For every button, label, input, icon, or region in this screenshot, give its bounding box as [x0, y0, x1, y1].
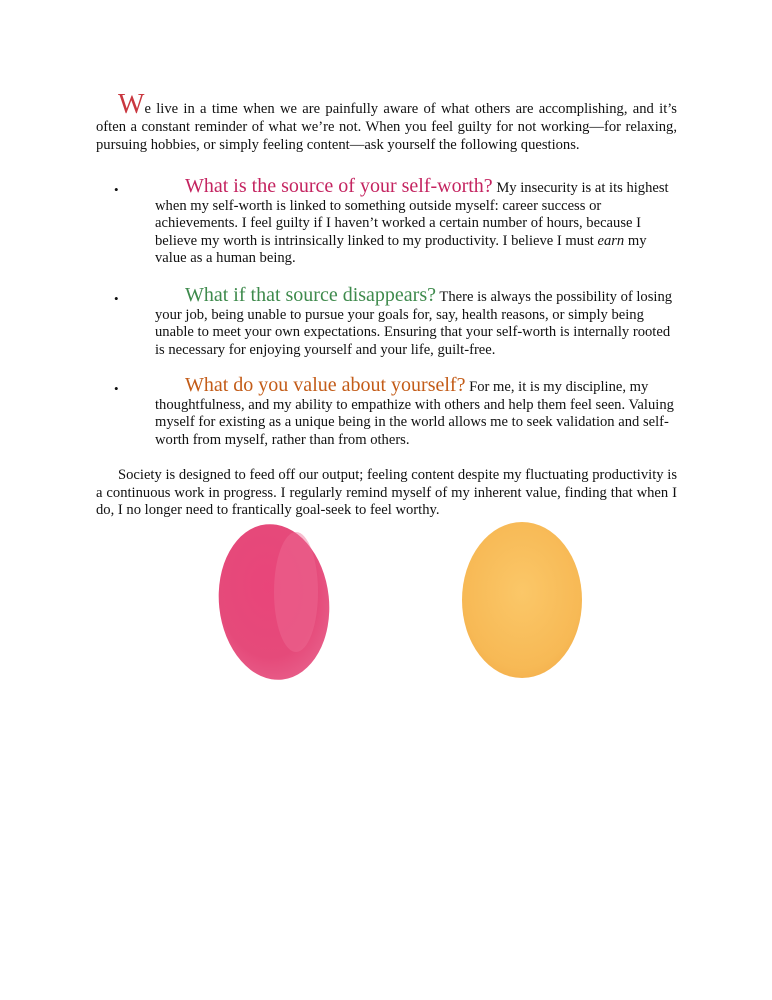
question-lead: [155, 374, 466, 396]
question-body: For me, it is my discipline, my thoughtfulness, and my ability to empathize with others and help them feel seen. Valuing myself for existing as a unique being in the world allows me to seek validation and self-worth from myself, rather than from others.: [155, 379, 674, 448]
bullet-marker: •: [114, 381, 119, 396]
question-body: There is always the possibility of losing your job, being unable to pursue your goals for, say, health reasons, or simply being unable to meet your own expectations. Ensuring that your self-worth is internally rooted is necessary for enjoying yourself and your life, guilt-free.: [155, 289, 673, 358]
intro-paragraph: [96, 89, 677, 154]
list-item-source: [114, 175, 680, 268]
question-heading: What do you value about yourself?: [185, 374, 466, 396]
bullet-marker: •: [114, 182, 119, 197]
drop-cap: W: [118, 89, 145, 120]
list-item-disappears: [114, 284, 680, 359]
question-body: My insecurity is at its highest when my self-worth is linked to something outside myself: career success or achievements. I feel guilty if I haven’t worked a certain number of hours, because I believe my worth is intrinsically linked to my productivity. I believe I must: [155, 180, 669, 249]
emphasis-word: earn: [597, 232, 625, 249]
yellow-egg-illustration: [458, 520, 586, 680]
question-heading: What if that source disappears?: [185, 284, 437, 306]
closing-paragraph: Society is designed to feed off our output; feeling content despite my fluctuating productivity is a continuous work in progress. I regularly remind myself of my inherent value, finding that when I do, I no longer need to frantically goal-seek to feel worthy.: [96, 467, 677, 518]
question-body-end: my value as a human being.: [155, 232, 647, 266]
intro-first-line: [96, 89, 677, 154]
list-item-value: [114, 374, 680, 449]
bullet-marker: •: [114, 291, 119, 306]
intro-text: e live in a time when we are painfully aware of what others are accomplishing, and it’s often a constant reminder of what we’re not. When you feel guilty for not working—for relaxing, pursuing hobbies, or simply feeling content—ask yourself the following questions.: [96, 101, 677, 153]
question-lead: [155, 284, 437, 306]
question-lead: [155, 175, 493, 197]
question-heading: What is the source of your self-worth?: [185, 175, 493, 197]
pink-egg-illustration: [214, 522, 334, 682]
